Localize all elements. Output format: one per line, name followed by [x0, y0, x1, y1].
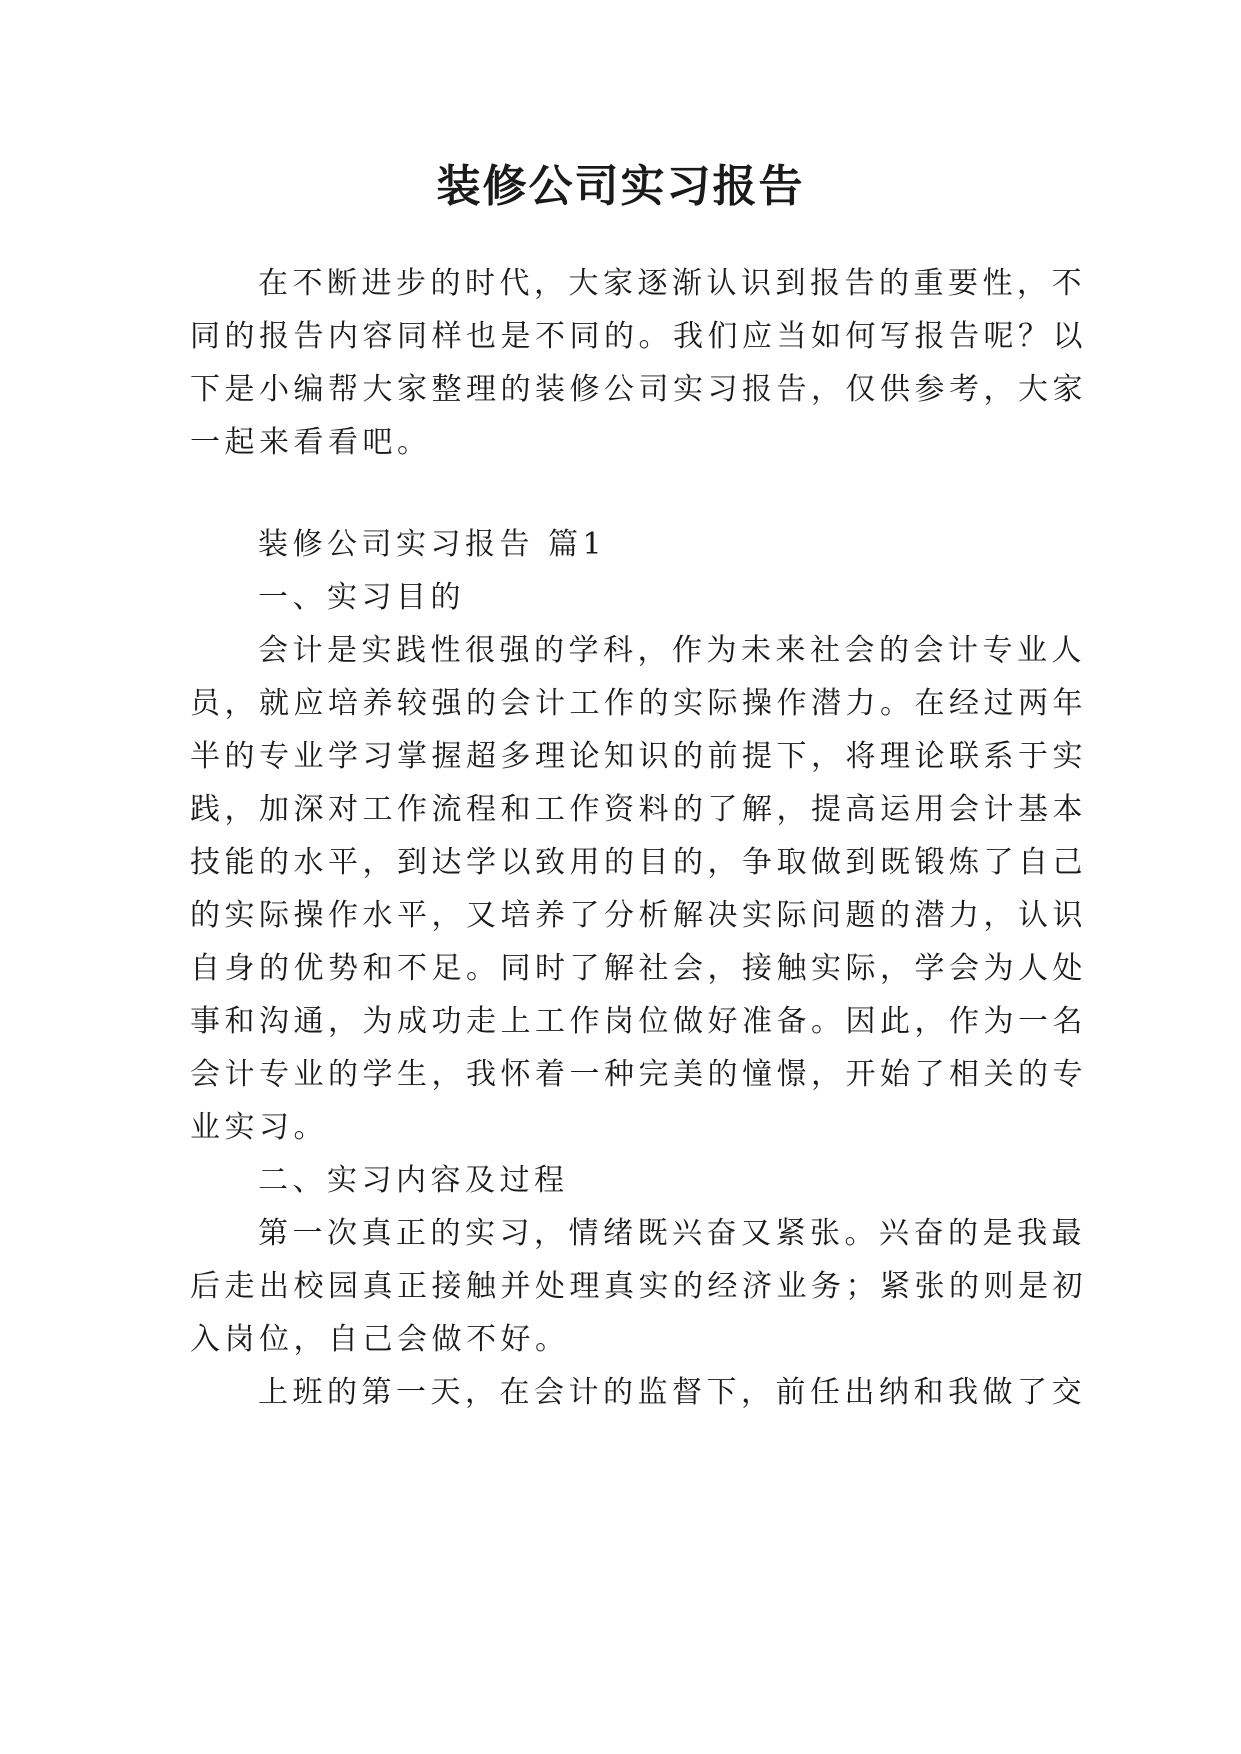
paragraph-line: 会计是实践性很强的学科，作为未来社会的会计专业人: [258, 633, 1086, 668]
intro-line: 在不断进步的时代，大家逐渐认识到报告的重要性，不: [258, 266, 1086, 301]
paragraph-line: 半的专业学习掌握超多理论知识的前提下，将理论联系于实: [190, 739, 1087, 774]
paragraph-line: 的实际操作水平，又培养了分析解决实际问题的潜力，认识: [190, 898, 1087, 933]
paragraph-line: 事和沟通，为成功走上工作岗位做好准备。因此，作为一名: [190, 1004, 1087, 1039]
section-heading: 装修公司实习报告 篇1: [258, 527, 607, 562]
heading-content: 二、实习内容及过程: [258, 1163, 569, 1198]
paragraph-line: 第一次真正的实习，情绪既兴奋又紧张。兴奋的是我最: [258, 1216, 1086, 1251]
paragraph-line: 后走出校园真正接触并处理真实的经济业务；紧张的则是初: [190, 1269, 1087, 1304]
intro-line: 一起来看看吧。: [190, 425, 432, 460]
paragraph-line: 自身的优势和不足。同时了解社会，接触实际，学会为人处: [190, 951, 1087, 986]
paragraph-line: 上班的第一天，在会计的监督下，前任出纳和我做了交: [258, 1375, 1086, 1410]
intro-line: 同的报告内容同样也是不同的。我们应当如何写报告呢？以: [190, 319, 1087, 354]
paragraph-line: 践，加深对工作流程和工作资料的了解，提高运用会计基本: [190, 792, 1087, 827]
document-title: 装修公司实习报告: [436, 161, 805, 212]
paragraph-line: 入岗位，自己会做不好。: [190, 1322, 570, 1357]
paragraph-line: 会计专业的学生，我怀着一种完美的憧憬，开始了相关的专: [190, 1057, 1087, 1092]
paragraph-line: 员，就应培养较强的会计工作的实际操作潜力。在经过两年: [190, 686, 1087, 721]
heading-purpose: 一、实习目的: [258, 580, 465, 615]
paragraph-line: 技能的水平，到达学以致用的目的，争取做到既锻炼了自己: [190, 845, 1087, 880]
paragraph-line: 业实习。: [190, 1110, 328, 1145]
intro-line: 下是小编帮大家整理的装修公司实习报告，仅供参考，大家: [190, 372, 1087, 407]
